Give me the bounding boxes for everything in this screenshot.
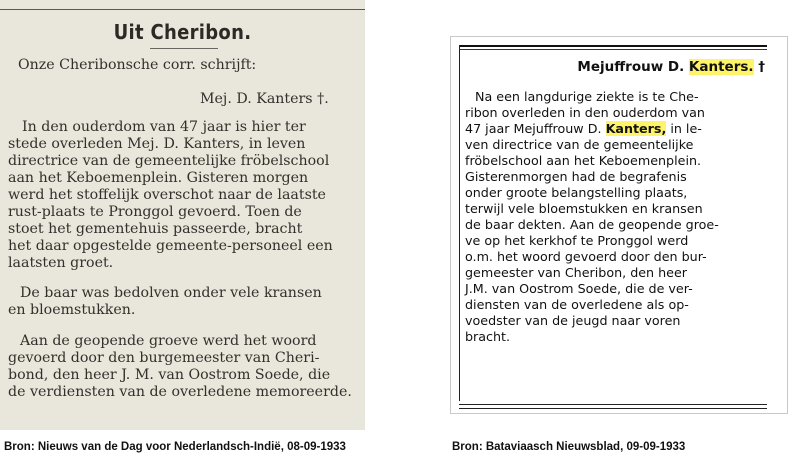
text-line: en bloemstukken. <box>8 302 136 318</box>
text-line: ribon overleden in den ouderdom van <box>465 105 705 120</box>
obituary-heading: Mej. D. Kanters †. <box>200 91 329 107</box>
bottom-rule <box>459 408 767 409</box>
text-line: gevoerd door den burgemeester van Cheri- <box>8 350 320 366</box>
left-newspaper-clipping <box>0 0 365 430</box>
text-line: terwijl vele bloemstukken en kransen <box>465 201 703 216</box>
text-line: De baar was bedolven onder vele kransen <box>20 285 322 301</box>
text-line: diensten van de overledene als op- <box>465 297 689 312</box>
title-underline <box>150 48 218 49</box>
top-thick-rule <box>459 45 767 47</box>
text-line: bond, den heer J. M. van Oostrom Soede, die <box>8 367 331 383</box>
text-line: Na een langdurige ziekte is te Che- <box>475 89 699 104</box>
bottom-rule <box>459 404 767 405</box>
text-line: voedster van de jeugd naar voren <box>465 313 681 328</box>
text-line: gemeester van Cheribon, den heer <box>465 265 688 280</box>
text-line: aan het Keboemenplein. Gisteren morgen <box>8 170 309 186</box>
line-prefix: 47 jaar Mejuffrouw D. <box>465 121 606 136</box>
text-line: o.m. het woord gevoerd door den bur- <box>465 249 707 264</box>
column-rule <box>459 45 460 401</box>
text-line: rust-plaats te Pronggol gevoerd. Toen de <box>8 204 302 220</box>
source-caption-left: Bron: Nieuws van de Dag voor Nederlandsch-Indië, 08-09-1933 <box>4 441 346 453</box>
text-line: stoet het gementehuis passeerde, bracht <box>8 221 303 237</box>
text-line: het daar opgestelde gemeente-personeel een <box>8 238 333 254</box>
text-line: ven directrice van de gemeentelijke <box>465 137 694 152</box>
top-thin-rule <box>459 49 767 50</box>
text-line: onder groote belangstelling plaats, <box>465 185 688 200</box>
obituary-heading <box>577 59 765 75</box>
heading-suffix: † <box>753 59 765 75</box>
text-line: In den ouderdom van 47 jaar is hier ter <box>22 119 306 135</box>
text-line: directrice van de gemeentelijke fröbelschool <box>8 153 330 169</box>
text-line: J.M. van Oostrom Soede, die de ver- <box>465 281 693 296</box>
text-line: bracht. <box>465 329 511 344</box>
text-line <box>465 121 702 137</box>
text-line: Aan de geopende groeve werd het woord <box>20 333 317 349</box>
source-caption-right: Bron: Bataviaasch Nieuwsblad, 09-09-1933 <box>452 441 686 453</box>
text-line: de baar dekten. Aan de geopende groe- <box>465 217 719 232</box>
text-line: Gisterenmorgen had de begrafenis <box>465 169 687 184</box>
text-line: de verdiensten van de overledene memoreerde. <box>8 384 352 400</box>
text-line: ve op het kerkhof te Pronggol werd <box>465 233 689 248</box>
line-suffix: in le- <box>666 121 702 136</box>
highlighted-name: Kanters, <box>605 121 667 136</box>
text-line: werd het stoffelijk overschot naar de laatste <box>8 187 326 203</box>
clipping-title: Uit Cheribon. <box>113 20 252 44</box>
highlighted-name: Kanters. <box>688 59 754 75</box>
text-line: fröbelschool aan het Keboemenplein. <box>465 153 702 168</box>
right-newspaper-clipping <box>450 36 788 414</box>
text-line: laatsten groet. <box>8 255 114 271</box>
top-rule <box>0 9 365 10</box>
text-line: stede overleden Mej. D. Kanters, in leven <box>8 136 306 152</box>
heading-prefix: Mejuffrouw D. <box>577 59 689 75</box>
correspondent-line: Onze Cheribonsche corr. schrijft: <box>18 57 257 73</box>
